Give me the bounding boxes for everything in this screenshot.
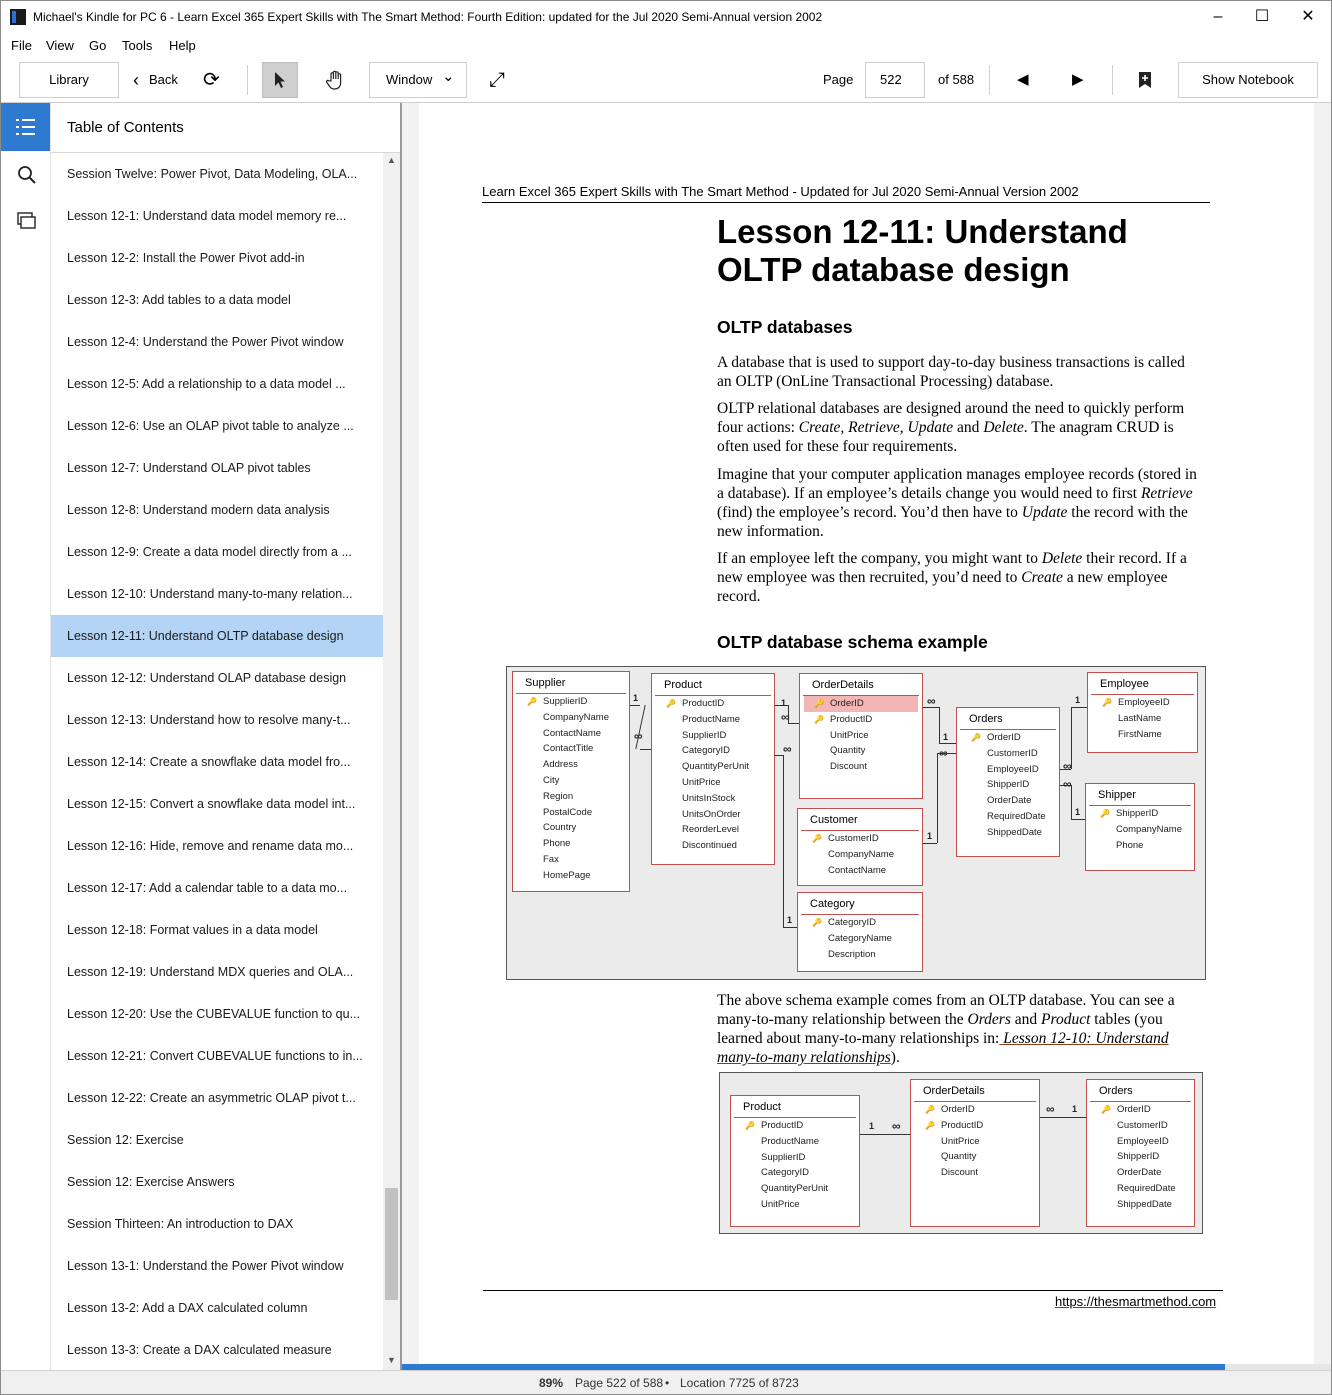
toc-item[interactable]: Lesson 12-14: Create a snowflake data model fro... bbox=[67, 755, 351, 769]
toc-item[interactable]: Lesson 12-2: Install the Power Pivot add-in bbox=[67, 251, 305, 265]
table-field: UnitsOnOrder bbox=[682, 808, 741, 820]
text: and bbox=[1010, 1011, 1042, 1028]
table-of-contents-panel bbox=[51, 103, 400, 1370]
table-field: CompanyName bbox=[543, 711, 609, 723]
relationship-line bbox=[923, 843, 937, 844]
relationship-line bbox=[937, 753, 938, 843]
relationship-one: 1 bbox=[1072, 1104, 1078, 1114]
table-field: 🔑 ProductID bbox=[731, 1118, 859, 1134]
table-name: Product bbox=[655, 674, 771, 696]
search-icon bbox=[17, 165, 37, 185]
table-field: RequiredDate bbox=[987, 810, 1046, 822]
table-field: 🔑 OrderID bbox=[911, 1102, 1039, 1118]
table-field: OrderDate bbox=[1117, 1167, 1162, 1179]
text: (find) the employee’s record. You’d then have to bbox=[717, 504, 1022, 521]
toolbar-separator bbox=[247, 65, 248, 95]
table-field: Quantity bbox=[830, 745, 866, 757]
toc-item[interactable]: Lesson 12-1: Understand data model memory re... bbox=[67, 209, 347, 223]
table-field: UnitPrice bbox=[761, 1198, 800, 1210]
toc-item[interactable]: Lesson 12-7: Understand OLAP pivot tables bbox=[67, 461, 311, 475]
emphasis: Delete bbox=[1041, 550, 1083, 567]
location-position: Location 7725 of 8723 bbox=[680, 1376, 799, 1390]
fullscreen-icon[interactable]: ⤢ bbox=[489, 69, 505, 91]
relationship-one: 1 bbox=[869, 1121, 875, 1131]
table-field: PostalCode bbox=[543, 806, 593, 818]
table-field: Region bbox=[543, 790, 574, 802]
toolbar-separator bbox=[989, 65, 990, 95]
table-name: Category bbox=[801, 893, 919, 915]
table-field: Description bbox=[828, 948, 876, 960]
table-field: ShippedDate bbox=[1117, 1198, 1172, 1210]
oltp-schema-diagram bbox=[506, 666, 1206, 980]
page-position: Page 522 of 588 bbox=[575, 1376, 664, 1390]
table-field: 🔑 ProductID bbox=[911, 1118, 1039, 1134]
table-orders bbox=[1086, 1079, 1195, 1227]
table-field: CompanyName bbox=[1116, 823, 1182, 835]
hand-tool-button[interactable] bbox=[325, 62, 349, 98]
toc-item[interactable]: Lesson 12-17: Add a calendar table to a data mo... bbox=[67, 881, 348, 895]
table-field: Quantity bbox=[941, 1151, 977, 1163]
field-list bbox=[731, 1118, 859, 1213]
status-bar bbox=[1, 1370, 1331, 1394]
table-name: OrderDetails bbox=[914, 1080, 1036, 1102]
emphasis: Update bbox=[1021, 504, 1068, 521]
flashcards-rail-button[interactable] bbox=[1, 199, 50, 247]
relationship-one: 1 bbox=[1075, 807, 1081, 817]
table-field: Discontinued bbox=[682, 840, 737, 852]
scroll-up-icon[interactable]: ▲ bbox=[387, 155, 396, 165]
footer-rule bbox=[483, 1290, 1223, 1291]
relationship-many: ∞ bbox=[892, 1119, 901, 1133]
relationship-line bbox=[1040, 1117, 1086, 1118]
heading-oltp-databases: OLTP databases bbox=[717, 317, 853, 337]
page-label: Page bbox=[823, 72, 854, 87]
relationship-line bbox=[1071, 819, 1085, 820]
window-dropdown[interactable] bbox=[369, 62, 467, 98]
field-list bbox=[513, 694, 629, 884]
minimize-button[interactable]: – bbox=[1213, 8, 1223, 25]
table-name: Orders bbox=[960, 708, 1056, 730]
emphasis: Delete bbox=[983, 419, 1024, 436]
toc-item[interactable]: Lesson 12-4: Understand the Power Pivot window bbox=[67, 335, 344, 349]
table-field: ContactTitle bbox=[543, 743, 594, 755]
field-list bbox=[1086, 806, 1194, 853]
title-bar bbox=[1, 1, 1331, 33]
table-field: SupplierID bbox=[682, 729, 727, 741]
relationship-many: ∞ bbox=[634, 729, 643, 743]
back-button[interactable]: Back bbox=[149, 72, 178, 87]
reading-area bbox=[402, 103, 1331, 1370]
toc-item[interactable]: Lesson 12-13: Understand how to resolve many-t... bbox=[67, 713, 351, 727]
text: OLTP relational databases are designed around the need to quickly perform four actions: bbox=[717, 400, 1185, 436]
text: Imagine that your computer application manages employee records (stored in a database). If an employee’s details change you would need to first bbox=[717, 466, 1197, 502]
table-field: CategoryName bbox=[828, 932, 892, 944]
field-list bbox=[798, 915, 922, 962]
table-field: UnitPrice bbox=[682, 776, 721, 788]
toc-item[interactable]: Lesson 13-3: Create a DAX calculated measure bbox=[67, 1343, 332, 1357]
relationship-line bbox=[783, 927, 797, 928]
running-head: Learn Excel 365 Expert Skills with The Smart Method - Updated for Jul 2020 Semi-Annual Version 2002 bbox=[482, 184, 1210, 203]
text: the record with the new information. bbox=[717, 504, 1188, 540]
table-field: Fax bbox=[543, 853, 559, 865]
menu-bar bbox=[1, 33, 1331, 57]
table-shipper bbox=[1085, 783, 1195, 871]
table-customer bbox=[797, 808, 923, 886]
toc-scrollbar[interactable] bbox=[383, 153, 400, 1370]
table-field: FirstName bbox=[1118, 728, 1162, 740]
relationship-one: 1 bbox=[781, 698, 787, 708]
table-product bbox=[730, 1095, 860, 1227]
table-field: 🔑 EmployeeID bbox=[1088, 695, 1197, 711]
table-field: OrderDate bbox=[987, 795, 1032, 807]
menu-view[interactable]: View bbox=[46, 38, 74, 53]
table-field: ProductName bbox=[682, 713, 741, 725]
table-name: Product bbox=[734, 1096, 856, 1118]
table-field: QuantityPerUnit bbox=[682, 761, 750, 773]
field-list bbox=[1087, 1102, 1194, 1213]
table-field: EmployeeID bbox=[1117, 1135, 1169, 1147]
hand-icon bbox=[325, 69, 347, 91]
relationship-line bbox=[1071, 707, 1087, 708]
heading-schema-example: OLTP database schema example bbox=[717, 632, 988, 652]
toc-item[interactable]: Lesson 12-21: Convert CUBEVALUE functions to in... bbox=[67, 1049, 363, 1063]
emphasis: Orders bbox=[967, 1011, 1011, 1028]
toc-item[interactable]: Session 12: Exercise Answers bbox=[67, 1175, 235, 1189]
field-list bbox=[911, 1102, 1039, 1181]
scroll-down-icon[interactable]: ▼ bbox=[387, 1355, 396, 1365]
paragraph-5 bbox=[717, 991, 1199, 1067]
relationship-many: ∞ bbox=[1063, 759, 1072, 773]
add-bookmark-button[interactable] bbox=[1138, 62, 1154, 98]
table-field: Discount bbox=[830, 761, 867, 773]
relationship-line bbox=[640, 749, 651, 750]
book-page bbox=[419, 103, 1314, 1364]
text: tables (you learned about many-to-many relationships in: bbox=[717, 1011, 1163, 1047]
page-number-input[interactable]: 522 bbox=[865, 62, 925, 98]
field-list bbox=[957, 730, 1059, 841]
table-field: Phone bbox=[1116, 839, 1144, 851]
table-field: ShipperID bbox=[987, 779, 1030, 791]
menu-help[interactable]: Help bbox=[169, 38, 196, 53]
many-to-many-schema-diagram bbox=[719, 1072, 1203, 1234]
table-field: CompanyName bbox=[828, 848, 894, 860]
table-field: CategoryID bbox=[682, 745, 731, 757]
show-notebook-button[interactable]: Show Notebook bbox=[1178, 62, 1318, 98]
table-name: Employee bbox=[1091, 673, 1194, 695]
relationship-many: ∞ bbox=[1046, 1102, 1055, 1116]
toc-item[interactable]: Lesson 12-18: Format values in a data model bbox=[67, 923, 318, 937]
toc-item[interactable]: Lesson 12-3: Add tables to a data model bbox=[67, 293, 291, 307]
table-field: 🔑 OrderID bbox=[804, 696, 918, 712]
table-field: ContactName bbox=[543, 727, 602, 739]
table-field: Discount bbox=[941, 1167, 978, 1179]
emphasis: Retrieve bbox=[1140, 485, 1193, 502]
field-list bbox=[800, 696, 922, 775]
table-field: SupplierID bbox=[761, 1151, 806, 1163]
relationship-line bbox=[788, 723, 799, 724]
window-title: Michael's Kindle for PC 6 - Learn Excel 365 Expert Skills with The Smart Method: Fourth Edition: updated for the Jul 2020 Semi-Annual version 2002 bbox=[33, 10, 823, 24]
toolbar bbox=[1, 57, 1331, 103]
toc-item[interactable]: Lesson 12-5: Add a relationship to a data model ... bbox=[67, 377, 346, 391]
table-name: Orders bbox=[1090, 1080, 1191, 1102]
table-field: ReorderLevel bbox=[682, 824, 740, 836]
table-field: Country bbox=[543, 822, 577, 834]
table-field: ShipperID bbox=[1117, 1151, 1160, 1163]
window-dropdown-label: Window bbox=[386, 72, 433, 87]
paragraph-2 bbox=[717, 399, 1199, 456]
sidebar-rail bbox=[1, 103, 51, 1370]
previous-page-icon[interactable]: ◀ bbox=[1017, 71, 1029, 88]
table-field: Address bbox=[543, 759, 578, 771]
table-field: 🔑 ProductID bbox=[800, 712, 922, 728]
table-field: 🔑 OrderID bbox=[957, 730, 1059, 746]
lesson-12-10-link[interactable]: Lesson 12-10: Understand many-to-many relationships bbox=[717, 1030, 1169, 1066]
bookmark-icon bbox=[1138, 71, 1152, 89]
search-rail-button[interactable] bbox=[1, 151, 50, 199]
text: The above schema example comes from an OLTP database. You can see a many-to-many relationship between the bbox=[717, 992, 1175, 1028]
relationship-one: 1 bbox=[787, 915, 793, 925]
text: . The anagram CRUD is often used for these four requirements. bbox=[717, 419, 1174, 455]
table-name: Customer bbox=[801, 809, 919, 831]
library-button[interactable]: Library bbox=[19, 62, 119, 98]
relationship-line bbox=[860, 1134, 910, 1135]
table-supplier bbox=[512, 671, 630, 892]
table-product bbox=[651, 673, 775, 865]
table-field: 🔑 CustomerID bbox=[798, 831, 922, 847]
table-field: 🔑 SupplierID bbox=[513, 694, 629, 710]
maximize-button[interactable]: ☐ bbox=[1254, 8, 1270, 25]
chevron-down-icon: ⌄ bbox=[442, 68, 455, 85]
table-field: CategoryID bbox=[761, 1167, 810, 1179]
toc-item[interactable]: Lesson 13-2: Add a DAX calculated column bbox=[67, 1301, 308, 1315]
menu-go[interactable]: Go bbox=[89, 38, 107, 53]
paragraph-3 bbox=[717, 465, 1199, 541]
field-list bbox=[798, 831, 922, 878]
table-field: 🔑 ProductID bbox=[652, 696, 774, 712]
relationship-line bbox=[939, 707, 940, 743]
relationship-many: ∞ bbox=[781, 710, 790, 724]
select-tool-button[interactable] bbox=[262, 62, 298, 98]
table-category bbox=[797, 892, 923, 972]
table-field: CustomerID bbox=[987, 747, 1038, 759]
emphasis: Create bbox=[1021, 569, 1063, 586]
field-list bbox=[1088, 695, 1197, 742]
separator-dot: • bbox=[665, 1376, 670, 1390]
table-field: UnitPrice bbox=[830, 729, 869, 741]
back-arrow-icon[interactable]: ‹ bbox=[133, 70, 139, 90]
relationship-one: 1 bbox=[633, 693, 639, 703]
table-field: EmployeeID bbox=[987, 763, 1039, 775]
toc-list bbox=[51, 153, 383, 1370]
table-field: CustomerID bbox=[1117, 1119, 1168, 1131]
toc-item[interactable]: Lesson 12-11: Understand OLTP database design bbox=[51, 615, 383, 657]
toc-item[interactable]: Lesson 12-12: Understand OLAP database design bbox=[67, 671, 347, 685]
table-name: Shipper bbox=[1089, 784, 1191, 806]
table-name: OrderDetails bbox=[803, 674, 919, 696]
table-field: 🔑 ShipperID bbox=[1086, 806, 1194, 822]
relationship-many: ∞ bbox=[783, 742, 792, 756]
toc-item[interactable]: Session Twelve: Power Pivot, Data Modeling, OLA... bbox=[67, 167, 358, 181]
toolbar-separator bbox=[1112, 65, 1113, 95]
cursor-arrow-icon bbox=[272, 71, 288, 89]
table-field: 🔑 OrderID bbox=[1087, 1102, 1194, 1118]
table-field: 🔑 CategoryID bbox=[798, 915, 922, 931]
lesson-title: Lesson 12-11: Understand OLTP database design bbox=[717, 213, 1128, 288]
relationship-line bbox=[783, 755, 784, 927]
toc-item[interactable]: Session Thirteen: An introduction to DAX bbox=[67, 1217, 294, 1231]
relationship-many: ∞ bbox=[927, 694, 936, 708]
toc-rail-button[interactable] bbox=[1, 103, 50, 151]
toc-item[interactable]: Lesson 12-9: Create a data model directly from a ... bbox=[67, 545, 352, 559]
toc-header: Table of Contents bbox=[51, 103, 400, 153]
table-orderdetails bbox=[910, 1079, 1040, 1227]
table-field: ShippedDate bbox=[987, 826, 1042, 838]
relationship-many: ∞ bbox=[1063, 777, 1072, 791]
toc-item[interactable]: Lesson 12-20: Use the CUBEVALUE function to qu... bbox=[67, 1007, 360, 1021]
table-field: RequiredDate bbox=[1117, 1182, 1176, 1194]
table-field: UnitsInStock bbox=[682, 792, 736, 804]
table-name: Supplier bbox=[516, 672, 626, 694]
toc-item[interactable]: Lesson 12-6: Use an OLAP pivot table to analyze ... bbox=[67, 419, 354, 433]
next-page-icon[interactable]: ▶ bbox=[1072, 71, 1084, 88]
text: a new employee record. bbox=[717, 569, 1168, 605]
relationship-line bbox=[939, 743, 956, 744]
toc-item[interactable]: Lesson 12-8: Understand modern data analysis bbox=[67, 503, 330, 517]
text: their record. If a new employee was then recruited, you’d need to bbox=[717, 550, 1187, 586]
table-field: Phone bbox=[543, 838, 571, 850]
text: ). bbox=[890, 1049, 900, 1066]
text: and bbox=[953, 419, 984, 436]
table-orders bbox=[956, 707, 1060, 857]
menu-tools[interactable]: Tools bbox=[122, 38, 153, 53]
table-field: ContactName bbox=[828, 864, 887, 876]
table-employee bbox=[1087, 672, 1198, 753]
toc-item[interactable]: Lesson 12-10: Understand many-to-many relation... bbox=[67, 587, 353, 601]
kindle-app-icon bbox=[10, 9, 26, 25]
flashcards-icon bbox=[17, 212, 37, 230]
table-field: HomePage bbox=[543, 869, 591, 881]
toc-item[interactable]: Lesson 12-22: Create an asymmetric OLAP pivot t... bbox=[67, 1091, 356, 1105]
close-button[interactable]: ✕ bbox=[1301, 8, 1315, 25]
table-field: QuantityPerUnit bbox=[761, 1183, 829, 1195]
toc-item[interactable]: Lesson 12-16: Hide, remove and rename data mo... bbox=[67, 839, 354, 853]
emphasis: Create, Retrieve, Update bbox=[798, 419, 954, 436]
smartmethod-link[interactable]: https://thesmartmethod.com bbox=[1055, 1294, 1217, 1309]
page-total-label: of 588 bbox=[938, 72, 975, 87]
relationship-one: 1 bbox=[943, 732, 949, 742]
toc-item[interactable]: Lesson 13-1: Understand the Power Pivot window bbox=[67, 1259, 344, 1273]
toc-item[interactable]: Session 12: Exercise bbox=[67, 1133, 184, 1147]
zoom-level: 89% bbox=[539, 1376, 564, 1390]
refresh-icon[interactable]: ⟳ bbox=[203, 69, 220, 91]
toc-item[interactable]: Lesson 12-19: Understand MDX queries and OLA... bbox=[67, 965, 354, 979]
text: If an employee left the company, you might want to bbox=[717, 550, 1042, 567]
toc-item[interactable]: Lesson 12-15: Convert a snowflake data model int... bbox=[67, 797, 356, 811]
relationship-many: ∞ bbox=[939, 746, 948, 760]
paragraph-4 bbox=[717, 549, 1199, 606]
field-list bbox=[652, 696, 774, 854]
emphasis: Product bbox=[1041, 1011, 1091, 1028]
table-orderdetails bbox=[799, 673, 923, 799]
relationship-one: 1 bbox=[927, 831, 933, 841]
relationship-one: 1 bbox=[1075, 695, 1081, 705]
menu-file[interactable]: File bbox=[11, 38, 32, 53]
table-field: City bbox=[543, 774, 560, 786]
relationship-line bbox=[775, 755, 783, 756]
toc-scroll-thumb[interactable] bbox=[385, 1188, 398, 1300]
relationship-line bbox=[630, 705, 640, 706]
table-field: UnitPrice bbox=[941, 1135, 980, 1147]
toc-icon bbox=[16, 118, 36, 136]
table-field: ProductName bbox=[761, 1135, 820, 1147]
table-field: LastName bbox=[1118, 712, 1162, 724]
paragraph-1: A database that is used to support day-to-day business transactions is called an OLTP (OnLine Transactional Processing) database. bbox=[717, 354, 1185, 390]
